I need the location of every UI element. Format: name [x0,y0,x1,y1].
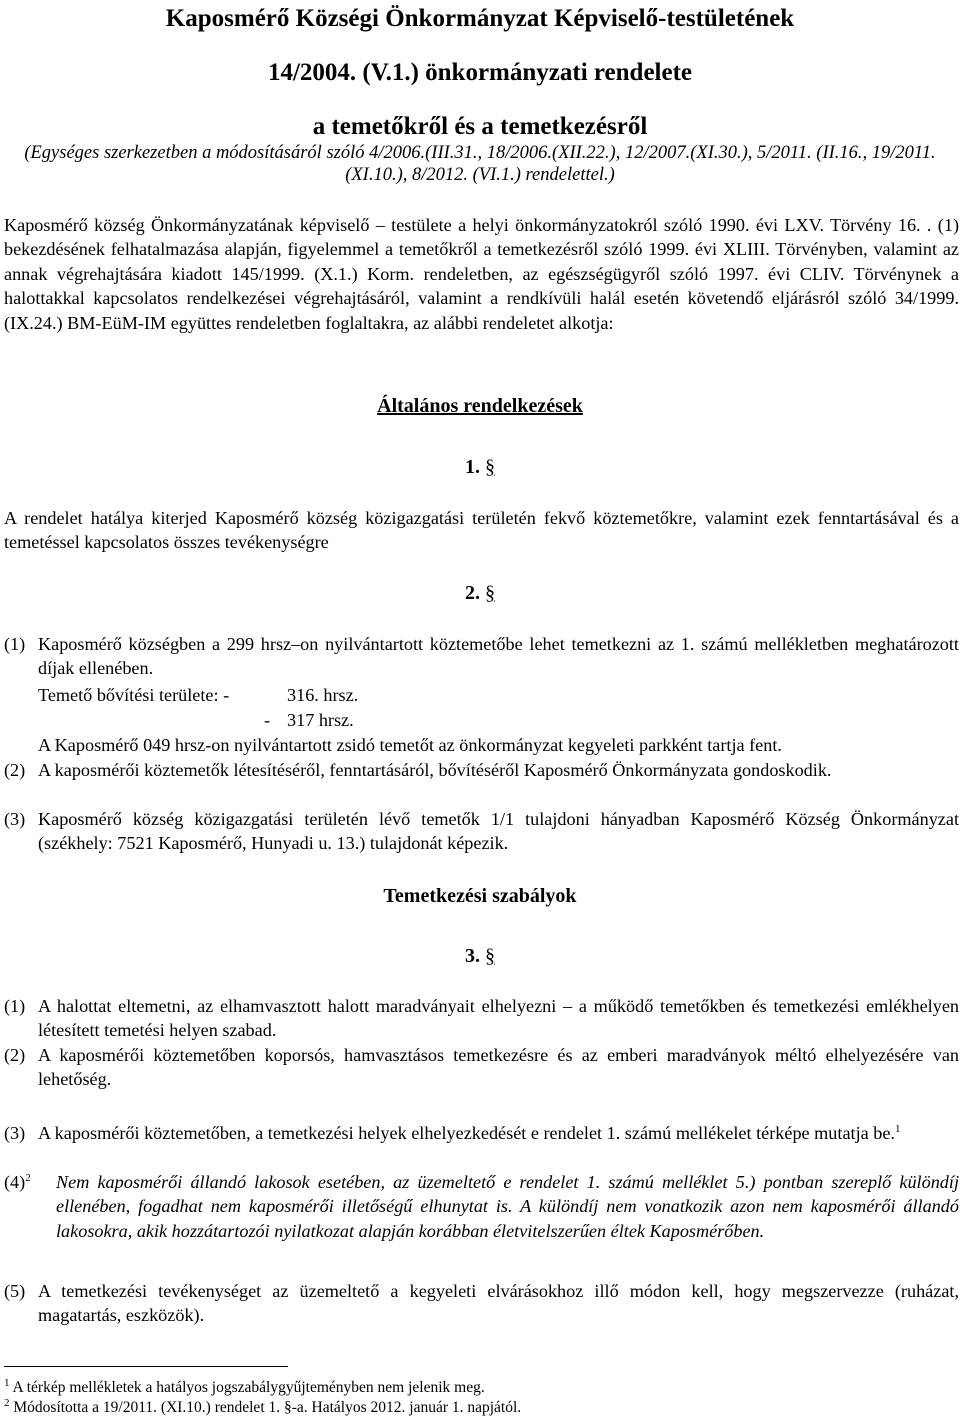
item-text: A halottat eltemetni, az elhamvasztott halott maradványait elhelyezni – a működő temetőkben és temetkezési emlékhelyen létesített temetési helyen szabad. [38,996,959,1041]
document-title-issuer: Kaposmérő Községi Önkormányzat Képviselő-testületének [165,5,795,32]
extension-area-dash-2: - [264,710,271,730]
paragraph-1-number: 1. [465,456,480,478]
item-number: (5) [4,1281,26,1301]
footnote-ref-2[interactable]: 2 [25,1171,31,1184]
paragraph-sign-3: § [485,945,495,967]
paragraph-1-heading [0,454,960,480]
footnote-1 [4,1378,959,1397]
item-text: A kaposmérői köztemetők létesítéséről, fenntartásáról, bővítéséről Kaposmérő Önkormányzata gondoskodik. [38,760,832,780]
paragraph-3-item-4 [4,1170,959,1243]
item-number: (1) [4,996,26,1016]
paragraph-2-heading [0,580,960,606]
item-text: Nem kaposmérői állandó lakosok esetében, az üzemeltető e rendelet 1. számú melléklet 5.) pontban szereplő különdíj ellenében, fogadhat nem kaposmérői illetőségű elhunytat is. A különdíj nem vonatkozik azon nem kaposmérői állandó lakosokra, akik hozzátartozói nyilatkozat alapján korábban életvitelszerűen éltek Kaposmérőben. [56,1172,959,1241]
paragraph-3-item-5 [4,1279,959,1328]
paragraph-3-item-3 [4,1121,959,1145]
paragraph-3-number: 3. [465,945,480,967]
section-heading-general [0,393,960,419]
preamble: Kaposmérő község Önkormányzatának képviselő – testülete a helyi önkormányzatokról szóló 1990. évi LXV. Törvény 16. . (1) bekezdésének felhatalmazása alapján, figyelemmel a temetőkről a temetkezésről szóló 1999. évi XLIII. Törvényben, valamint az annak végrehajtására kiadott 145/1999. (X.1.) Korm. rendeletben, az egészségügyről szóló 1997. évi CLIV. Törvénynek a halottakkal kapcsolatos rendelkezései végrehajtásáról, valamint a rendkívüli halál esetén követendő eljárásról szóló 34/1999. (IX.24.) BM-EüM-IM együttes rendeletben foglaltakra, az alábbi rendeletet alkotja: [4,215,959,333]
paragraph-2-item-2 [4,758,959,782]
item-number: (3) [4,1123,26,1143]
item-number: (3) [4,809,26,829]
paragraph-sign-2: § [485,582,495,604]
paragraph-sign-1: § [485,456,495,478]
extension-area-value-1: 316. hrsz. [287,685,359,705]
paragraph-2-number: 2. [465,582,480,604]
paragraph-2-item-1 [4,632,959,681]
item-text: A kaposmérői köztemetőben koporsós, hamvasztásos temetkezésre és az emberi maradványok méltó elhelyezésére van lehetőség. [38,1045,959,1090]
section-heading-general-text: Általános rendelkezések [377,395,583,417]
footnote-text: Módosította a 19/2011. (XI.10.) rendelet 1. §-a. Hatályos 2012. január 1. napjától. [13,1399,522,1416]
footnote-ref-1[interactable]: 1 [894,1122,901,1135]
item-number [4,1170,31,1194]
item-text [4,1121,959,1145]
item-number: (2) [4,1045,26,1065]
jewish-cemetery-note: A Kaposmérő 049 hrsz-on nyilvántartott zsidó temetőt az önkormányzat kegyeleti parkként tartja fent. [38,735,782,755]
paragraph-2-item-3 [4,807,959,856]
footnote-number: 1 [4,1376,10,1389]
item-number-text: (4) [4,1172,26,1192]
document-subtitle: (Egységes szerkezetben a módosításáról szóló 4/2006.(III.31., 18/2006.(XII.22.), 12/2007.(XI.30.), 5/2011. (II.16., 19/2011. (XI.10.), 8/2012. (VI.1.) rendelettel.) [24,143,936,185]
footnote-2 [4,1398,959,1417]
item-text: Kaposmérő község közigazgatási területén lévő temetők 1/1 tulajdoni hányadban Kaposmérő Község Önkormányzat (székhely: 7521 Kaposmérő, Hunyadi u. 13.) tulajdonát képezik. [38,809,959,854]
item-number: (2) [4,760,26,780]
document-title-number: 14/2004. (V.1.) önkormányzati rendelete [267,59,693,86]
extension-area-label: Temető bővítési területe: - [38,685,230,705]
item-text: Kaposmérő községben a 299 hrsz–on nyilvántartott köztemetőbe lehet temetkezni az 1. számú mellékletben meghatározott díjak ellenében. [38,634,959,679]
section-heading-funeral-rules-text: Temetkezési szabályok [383,885,577,907]
item-text: A temetkezési tevékenységet az üzemeltető a kegyeleti elvárásokhoz illő módon kell, hogy megszervezze (ruházat, magatartás, eszközök). [38,1281,959,1326]
item-text-body: A kaposmérői köztemetőben, a temetkezési helyek elhelyezkedését e rendelet 1. számú mellékelet térképe mutatja be. [38,1123,895,1143]
paragraph-3-heading [0,943,960,969]
paragraph-1-text: A rendelet hatálya kiterjed Kaposmérő község közigazgatási területén fekvő köztemetőkre, valamint ezek fenntartásával és a temetéssel kapcsolatos összes tevékenységre [4,508,959,553]
document-title-subject: a temetőkről és a temetkezésről [312,113,648,140]
footnote-divider [4,1366,288,1367]
footnote-text: A térkép mellékletek a hatályos jogszabálygyűjteményben nem jelenik meg. [12,1379,485,1396]
paragraph-3-item-1 [4,994,959,1043]
item-number: (1) [4,634,26,654]
paragraph-3-item-2 [4,1043,959,1092]
extension-area-value-2: 317 hrsz. [287,710,354,730]
section-heading-funeral-rules [0,883,960,909]
footnote-number: 2 [4,1396,10,1409]
